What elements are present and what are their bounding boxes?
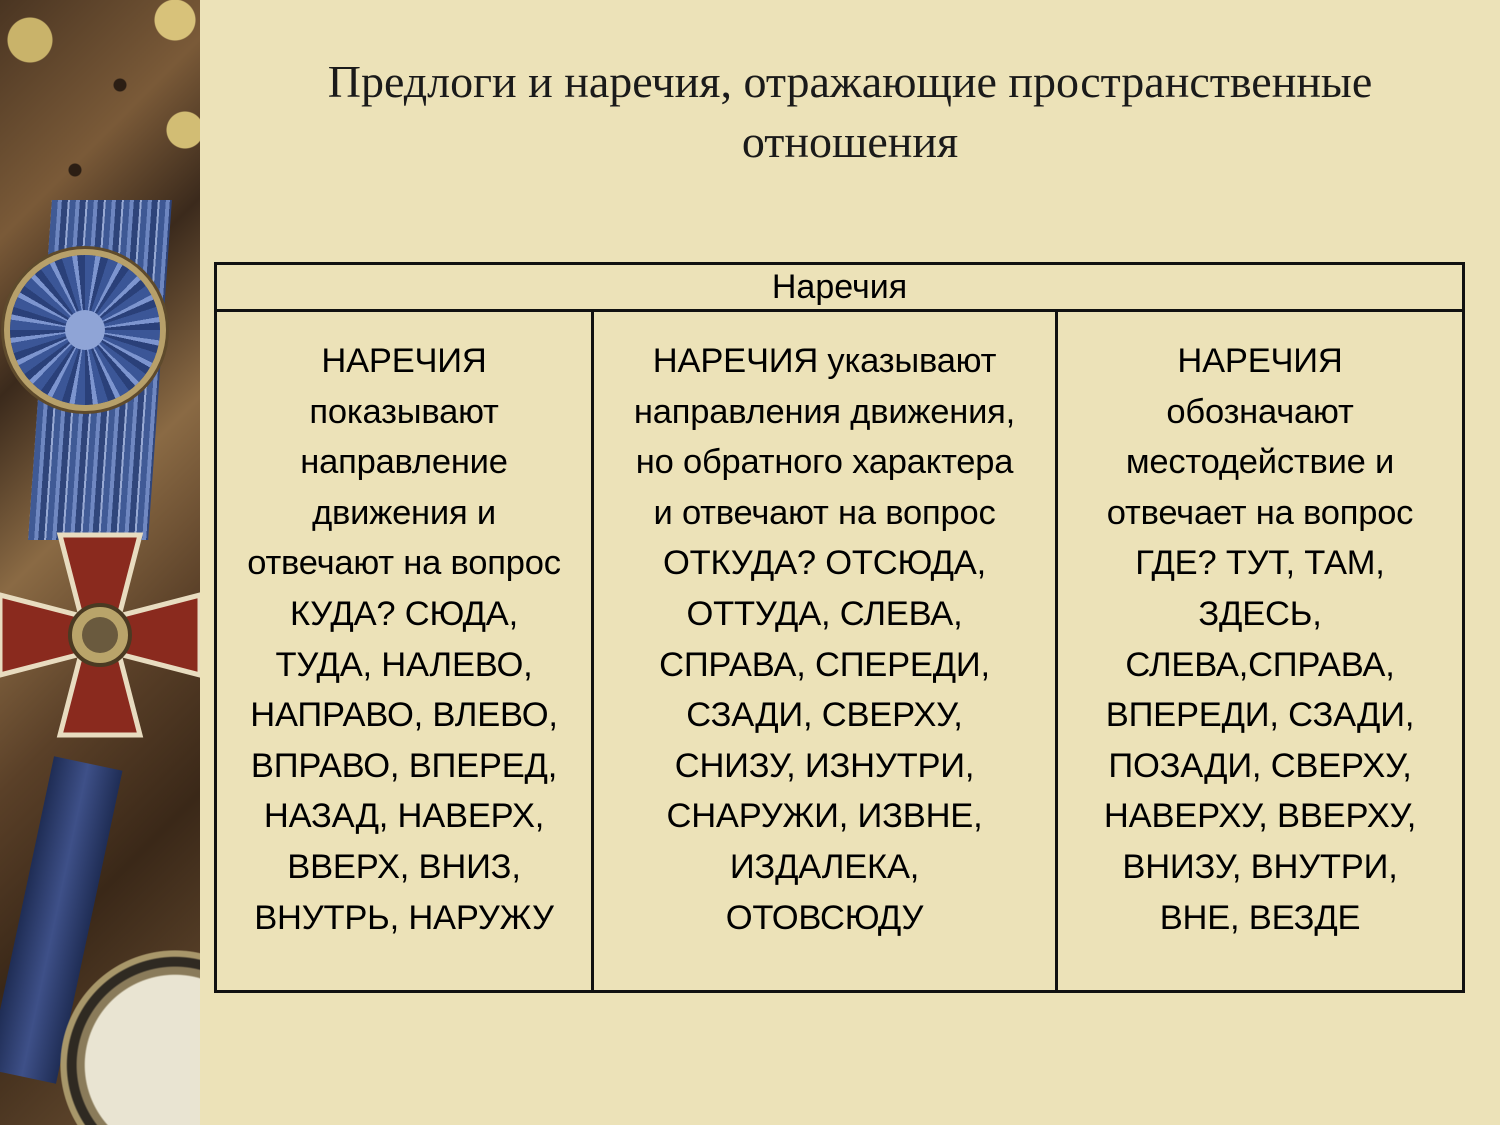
- cell-line: НАВЕРХУ, ВВЕРХУ,: [1103, 797, 1417, 836]
- cell-line: НАРЕЧИЯ: [1177, 342, 1343, 380]
- cell-line: ОТТУДА, СЛЕВА,: [686, 594, 963, 633]
- cell-line: КУДА? СЮДА,: [289, 594, 518, 633]
- cell-line: ВПРАВО, ВПЕРЕД,: [250, 746, 558, 785]
- slide-title-line-2: отношения: [741, 116, 959, 167]
- cell-line: обозначают: [1166, 392, 1354, 431]
- cell-line: ВНУТРЬ, НАРУЖУ: [254, 898, 554, 937]
- adverbs-table: [214, 262, 1465, 993]
- cell-line: ЗДЕСЬ,: [1198, 594, 1322, 633]
- column-location: [1057, 311, 1464, 992]
- cell-line: НАРЕЧИЯ указывают: [652, 342, 997, 380]
- decorative-side-image: [0, 0, 200, 1125]
- order-cross-image: [0, 520, 200, 750]
- cell-line: ВНЕ, ВЕЗДЕ: [1159, 898, 1361, 937]
- cell-line: ГДЕ? ТУТ, ТАМ,: [1135, 544, 1385, 583]
- cell-line: ОТОВСЮДУ: [725, 898, 924, 937]
- cell-line: НАПРАВО, ВЛЕВО,: [250, 696, 558, 735]
- table-header: Наречия: [216, 264, 1464, 311]
- cell-line: ТУДА, НАЛЕВО,: [275, 645, 533, 684]
- column-direction-to: [216, 311, 593, 992]
- slide-title-line-1: Предлоги и наречия, отражающие пространственные: [327, 56, 1373, 107]
- cell-line: СПРАВА, СПЕРЕДИ,: [659, 645, 990, 684]
- cell-line: ВПЕРЕДИ, СЗАДИ,: [1105, 696, 1415, 735]
- cell-line: отвечает на вопрос: [1106, 493, 1414, 532]
- cell-line: направления движения,: [633, 392, 1016, 431]
- cell-line: направление: [300, 443, 508, 482]
- slide-title: [200, 52, 1500, 172]
- table-header-row: [216, 264, 1464, 311]
- cell-line: СНИЗУ, ИЗНУТРИ,: [674, 746, 975, 785]
- cell-line: движения и: [312, 493, 496, 532]
- cell-line: ВВЕРХ, ВНИЗ,: [287, 847, 521, 886]
- cell-line: местодействие и: [1125, 443, 1395, 482]
- cell-line: но обратного характера: [635, 443, 1014, 482]
- cell-line: СЗАДИ, СВЕРХУ,: [686, 696, 963, 735]
- cell-line: СЛЕВА,СПРАВА,: [1125, 645, 1395, 684]
- cell-line: отвечают на вопрос: [247, 544, 561, 583]
- cell-line: ОТКУДА? ОТСЮДА,: [662, 544, 987, 583]
- cell-line: ИЗДАЛЕКА,: [729, 847, 920, 886]
- cell-line: ПОЗАДИ, СВЕРХУ,: [1108, 746, 1412, 785]
- table-row: [216, 311, 1464, 992]
- cell-line: СНАРУЖИ, ИЗВНЕ,: [666, 797, 983, 836]
- ribbon-rosette-image: [10, 255, 160, 405]
- cell-line: ВНИЗУ, ВНУТРИ,: [1122, 847, 1398, 886]
- column-direction-from: [593, 311, 1057, 992]
- cell-line: НАРЕЧИЯ: [321, 342, 487, 380]
- cell-line: и отвечают на вопрос: [653, 493, 996, 532]
- cell-line: НАЗАД, НАВЕРХ,: [263, 797, 545, 836]
- cell-line: показывают: [309, 392, 499, 431]
- compass-image: [60, 950, 200, 1125]
